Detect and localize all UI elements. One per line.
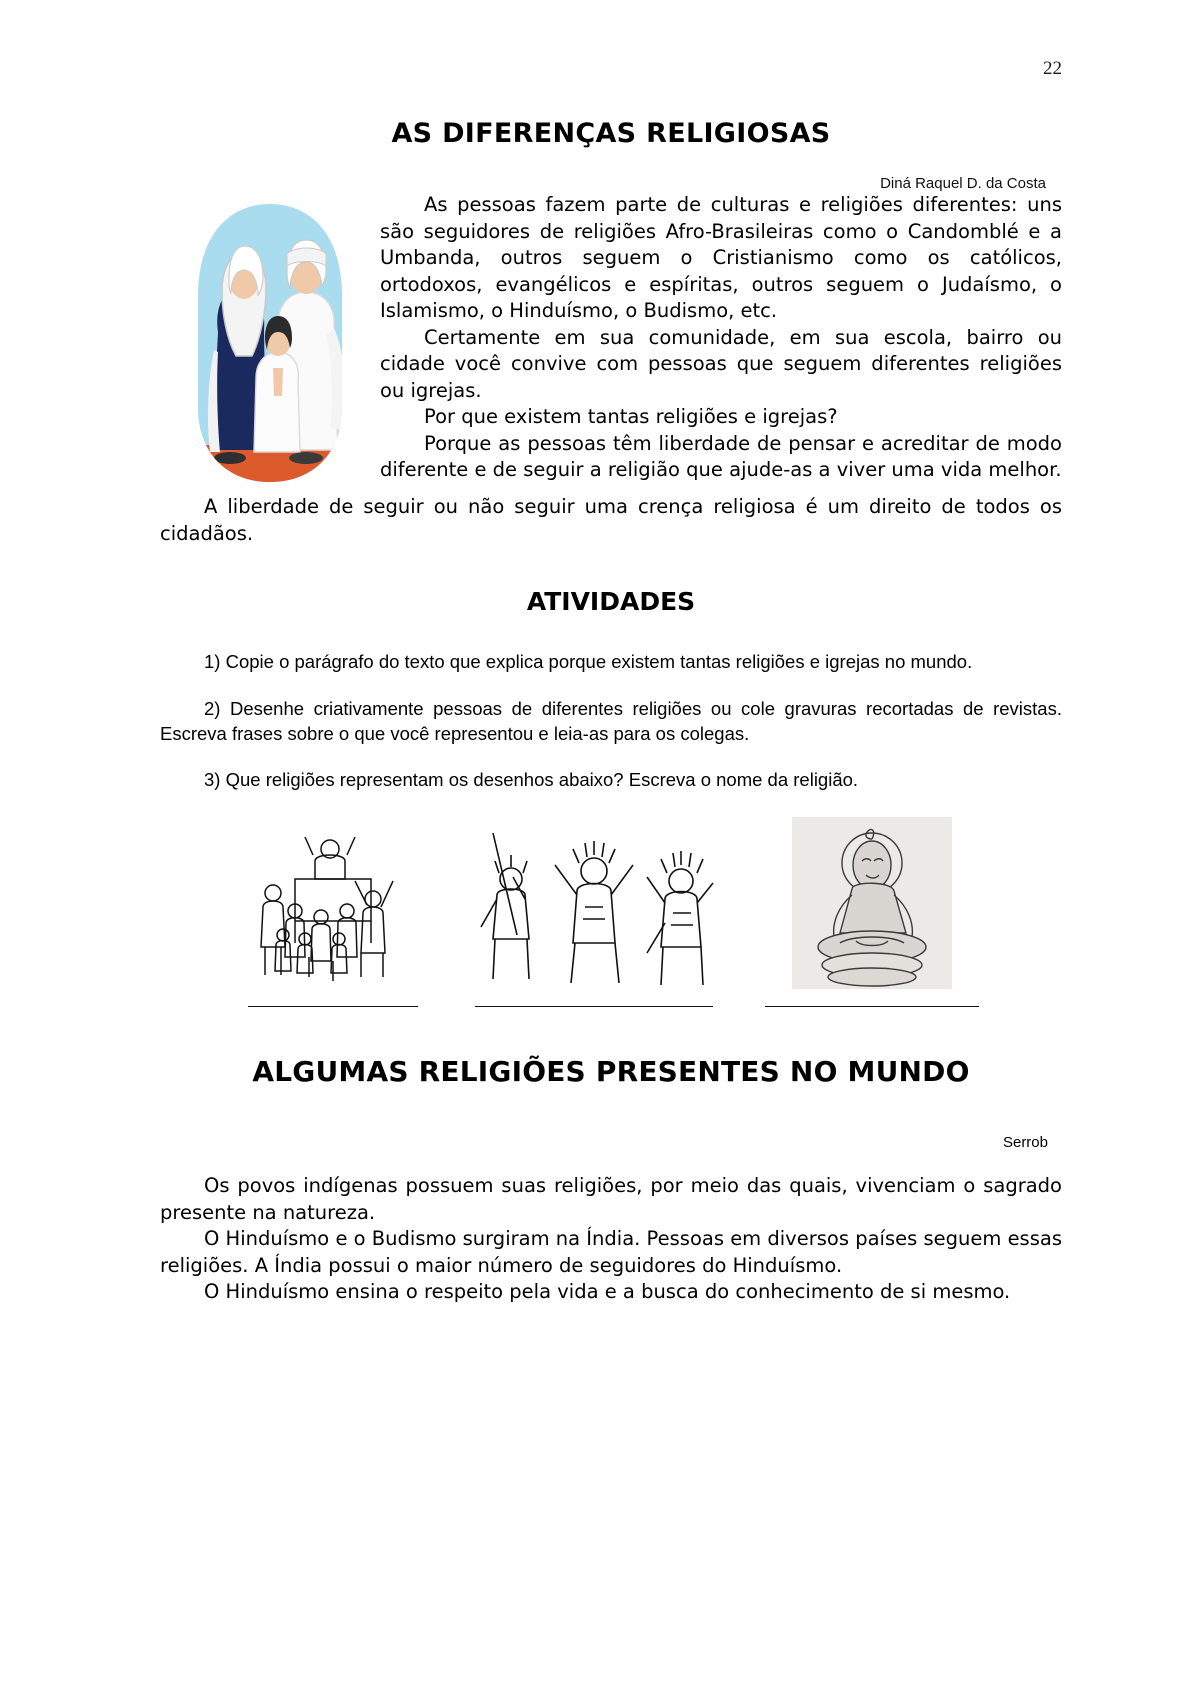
family-illustration-art <box>174 200 366 490</box>
article-byline: Diná Raquel D. da Costa <box>880 175 1046 192</box>
activities-list <box>160 650 1062 793</box>
article-paragraph-4: Porque as pessoas têm liberdade de pensar e acreditar de modo diferente e de seguir a religião que ajude-as a viver uma vida melhor. <box>380 431 1062 482</box>
answer-line-3[interactable] <box>765 1005 979 1007</box>
article-paragraph-5: A liberdade de seguir ou não seguir uma crença religiosa é um direito de todos os cidadãos. <box>160 495 1062 545</box>
muslim-family-illustration <box>174 200 366 490</box>
drawings-row <box>160 815 1062 1007</box>
answer-line-1[interactable] <box>248 1005 418 1007</box>
article-body <box>160 192 1062 547</box>
second-section-body <box>160 1173 1062 1306</box>
indigenous-ritual-drawing <box>459 815 729 995</box>
drawing-cell-2 <box>459 815 729 1007</box>
drawing-cell-3 <box>765 815 979 1007</box>
page-title: AS DIFERENÇAS RELIGIOSAS <box>391 118 831 149</box>
second-section-paragraph-1: Os povos indígenas possuem suas religiões, por meio das quais, vivenciam o sagrado presente na natureza. <box>160 1174 1062 1224</box>
christian-worship-drawing <box>243 815 423 995</box>
article-paragraph-1: As pessoas fazem parte de culturas e religiões diferentes: uns são seguidores de religiões Afro-Brasileiras como o Candomblé e a Umbanda, outros seguem o Cristianismo como os católicos, ortodoxos, evangélicos e espíritas, outros seguem o Judaísmo, o Islamismo, o Hinduísmo, o Budismo, etc. <box>380 193 1062 323</box>
drawing-cell-1 <box>243 815 423 1007</box>
article-paragraph-2: Certamente em sua comunidade, em sua escola, bairro ou cidade você convive com pessoas que seguem diferentes religiões ou igrejas. <box>380 325 1062 402</box>
buddha-drawing <box>782 815 962 995</box>
activities-title: ATIVIDADES <box>526 587 696 617</box>
article-paragraph-3: Por que existem tantas religiões e igrejas? <box>424 405 838 429</box>
activity-item-3: 3) Que religiões representam os desenhos abaixo? Escreva o nome da religião. <box>204 769 859 791</box>
second-section-byline: Serrob <box>1002 1134 1048 1152</box>
answer-line-2[interactable] <box>475 1005 713 1007</box>
page-number: 22 <box>1043 58 1062 79</box>
activity-item-1: 1) Copie o parágrafo do texto que explica porque existem tantas religiões e igrejas no mundo. <box>204 651 973 673</box>
second-section-paragraph-3: O Hinduísmo ensina o respeito pela vida e a busca do conhecimento de si mesmo. <box>204 1280 1011 1304</box>
activity-item-2: 2) Desenhe criativamente pessoas de diferentes religiões ou cole gravuras recortadas de revistas. Escreva frases sobre o que você representou e leia-as para os colegas. <box>160 697 1062 744</box>
second-section-paragraph-2: O Hinduísmo e o Budismo surgiram na Índia. Pessoas em diversos países seguem essas religiões. A Índia possui o maior número de seguidores do Hinduísmo. <box>160 1227 1062 1277</box>
second-section-title: ALGUMAS RELIGIÕES PRESENTES NO MUNDO <box>252 1055 970 1089</box>
